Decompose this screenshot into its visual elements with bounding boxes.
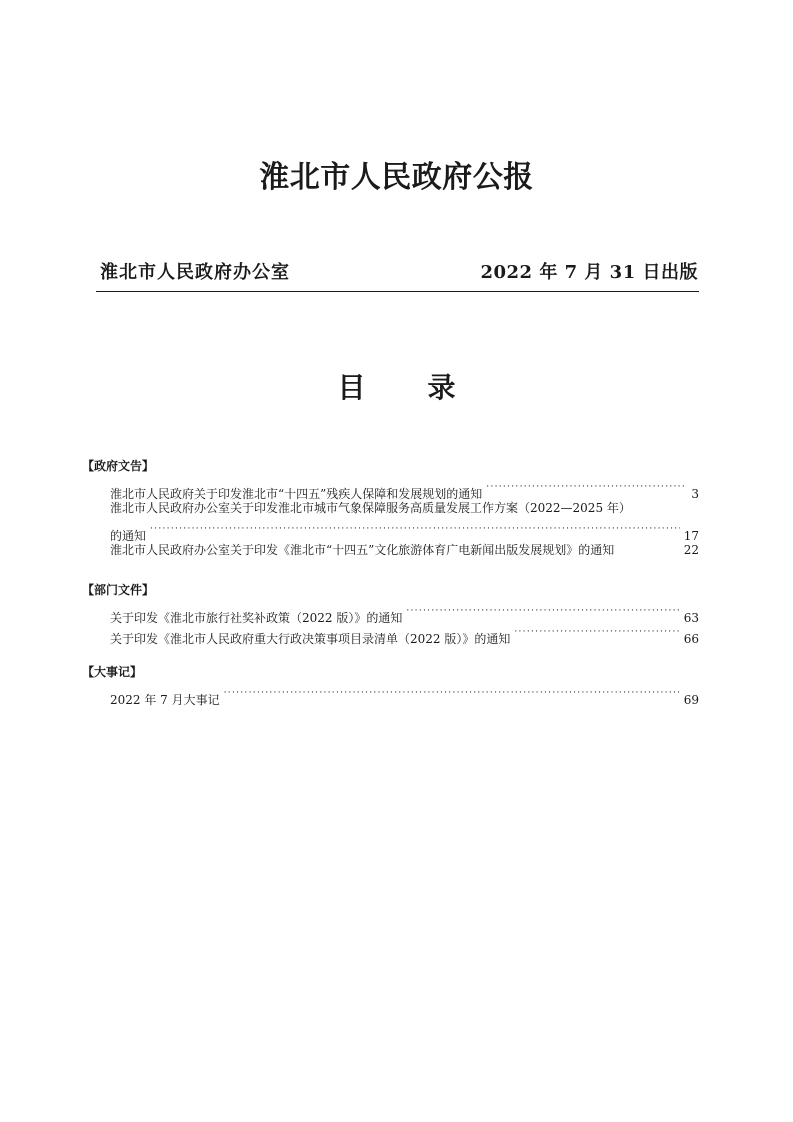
entry-page: 22 [683,543,699,557]
entry-page: 69 [683,693,699,707]
entry-title: 淮北市人民政府办公室关于印发淮北市城市气象保障服务高质量发展工作方案（2022—2025 年） [110,501,631,515]
leader-dots [486,477,687,498]
section-label: 【大事记】 [82,665,143,679]
table-of-contents [82,456,699,723]
publication-date: 2022 年 7 月 31 日出版 [480,262,698,283]
entry-title: 淮北市人民政府办公室关于印发《淮北市“十四五”文化旅游体育广电新闻出版发展规划》的通知 [110,543,615,557]
leader-dots [224,683,680,704]
toc-entry[interactable] [96,601,699,625]
entry-title-continued: 的通知 [110,529,147,543]
toc-section-department-documents [82,580,699,646]
bulletin-title: 淮北市人民政府公报 [259,160,534,195]
leader-dots [514,622,679,643]
entry-title: 淮北市人民政府关于印发淮北市“十四五”残疾人保障和发展规划的通知 [110,487,483,501]
publisher: 淮北市人民政府办公室 [100,262,290,283]
masthead-rule [96,291,699,292]
entry-page: 17 [683,529,699,543]
entry-page: 3 [691,487,699,501]
toc-entry[interactable] [96,540,699,561]
entry-title: 2022 年 7 月大事记 [110,693,220,707]
entry-title: 关于印发《淮北市人民政府重大行政决策事项目录清单（2022 版）》的通知 [110,632,511,646]
toc-entry[interactable] [96,683,699,707]
toc-section-government-notices [82,456,699,561]
masthead [100,258,698,290]
leader-dots [406,601,679,622]
toc-entry[interactable] [96,477,699,501]
entry-title: 关于印发《淮北市旅行社奖补政策（2022 版）》的通知 [110,611,403,625]
entry-page: 66 [683,632,699,646]
toc-section-chronicle [82,662,699,707]
entry-page: 63 [683,611,699,625]
toc-entry[interactable] [96,498,699,519]
toc-heading: 目录 [337,371,518,404]
section-label: 【部门文件】 [82,583,155,597]
section-label: 【政府文告】 [82,459,155,473]
toc-entry-continuation[interactable] [96,519,699,543]
leader-dots [150,519,680,540]
